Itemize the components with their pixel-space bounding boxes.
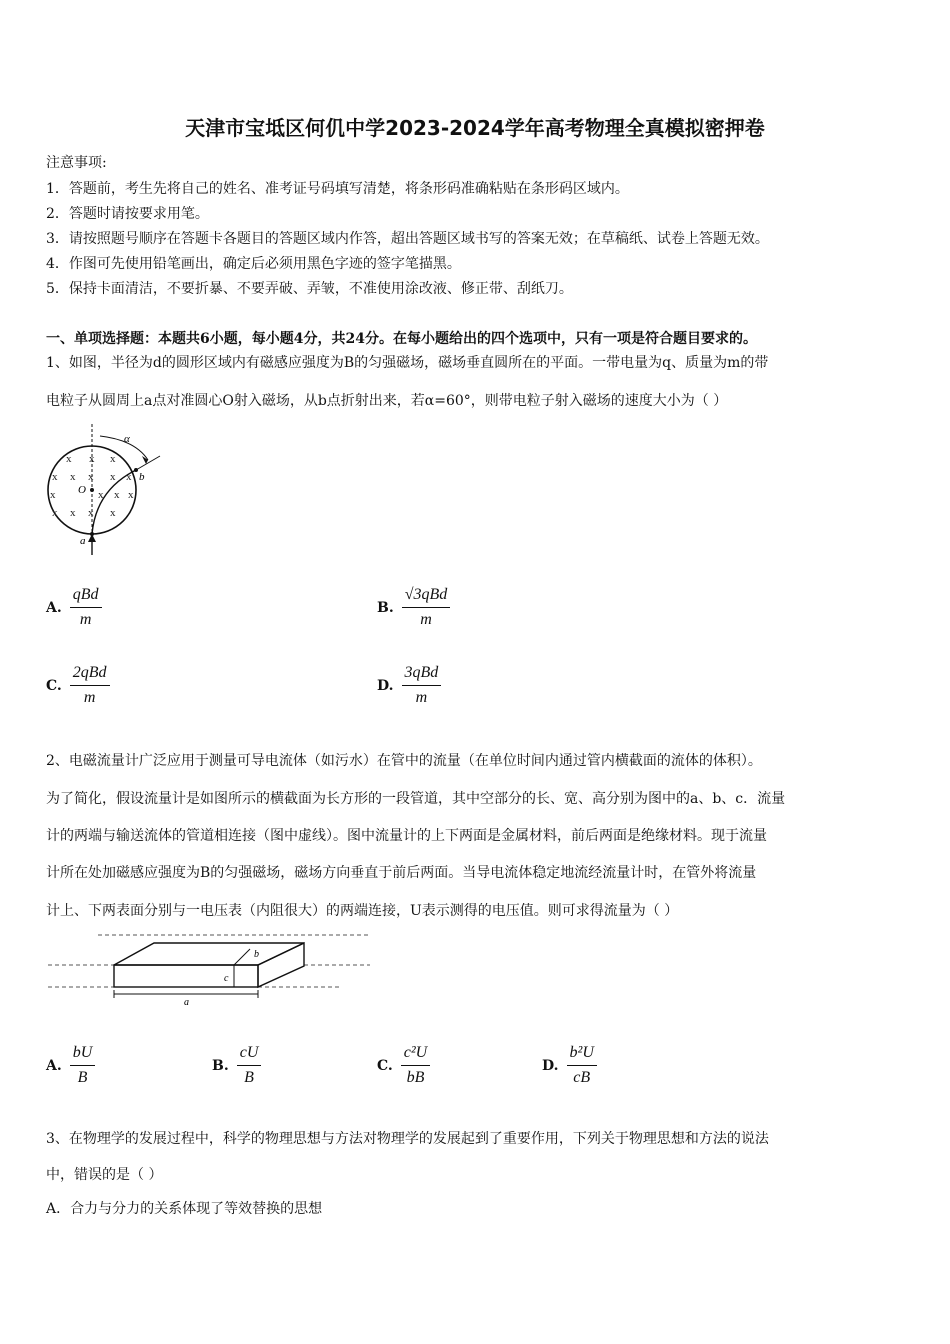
svg-text:x: x [110,471,116,483]
denominator: m [83,689,96,706]
q1-field-diagram [40,420,170,560]
svg-text:x: x [110,507,116,519]
numerator: bU [70,1044,96,1066]
q2-stem-line: 为了简化，假设流量计是如图所示的横截面为长方形的一段管道，其中空部分的长、宽、高分别为图中的a、b、c．流量 [46,791,786,807]
svg-text:x: x [126,471,132,483]
numerator: b²U [567,1044,597,1066]
svg-text:x: x [114,489,120,501]
option-fraction [401,1044,430,1087]
svg-text:x: x [70,471,76,483]
q2-option-d[interactable] [542,1044,597,1087]
numerator: √3qBd [402,586,451,608]
denominator: m [79,611,92,628]
notice-item: 4．作图可先使用铅笔画出，确定后必须用黑色字迹的签字笔描黑。 [46,256,461,272]
q2-stem-line: 计上、下两表面分别与一电压表（内阻很大）的两端连接，U表示测得的电压值。则可求得流量为（ ） [46,903,679,919]
q1-option-d[interactable] [377,664,441,707]
page-title: 天津市宝坻区何仉中学2023-2024学年高考物理全真模拟密押卷 [185,116,765,140]
dim-a-label: a [184,997,189,1008]
notice-item: 2．答题时请按要求用笔。 [46,206,209,222]
q3-stem-line2: 中，错误的是（ ） [46,1167,163,1183]
option-fraction [402,664,442,707]
option-label: B. [212,1057,229,1074]
option-label: A. [46,599,62,616]
svg-text:x: x [88,507,94,519]
option-fraction [237,1044,262,1087]
svg-text:x: x [110,453,116,465]
q2-option-a[interactable] [46,1044,95,1087]
option-label: A. [46,1057,62,1074]
q2-option-b[interactable] [212,1044,261,1087]
denominator: m [420,611,432,628]
dim-c-label: c [224,973,229,984]
option-label: D. [542,1057,559,1074]
option-fraction [70,586,102,629]
point-a-label: a [80,535,86,547]
option-label: C. [46,677,62,694]
option-label: C. [377,1057,393,1074]
denominator: bB [406,1069,425,1086]
q2-stem-line: 计所在处加磁感应强度为B的匀强磁场，磁场方向垂直于前后两面。当导电流体稳定地流经流量计时，在管外将流量 [46,865,757,881]
dim-b-label: b [254,949,259,960]
numerator: cU [237,1044,262,1066]
notice-item: 3．请按照题号顺序在答题卡各题目的答题区域内作答，超出答题区域书写的答案无效；在草稿纸、试卷上答题无效。 [46,231,769,247]
numerator: 2qBd [70,664,110,686]
option-label: D. [377,677,394,694]
q3-option-a[interactable]: A．合力与分力的关系体现了等效替换的思想 [46,1201,323,1217]
svg-text:x: x [50,489,56,501]
q2-option-c[interactable] [377,1044,430,1087]
q3-stem-line1: 3、在物理学的发展过程中，科学的物理思想与方法对物理学的发展起到了重要作用，下列关于物理思想和方法的说法 [46,1131,769,1147]
q2-stem-line: 2、电磁流量计广泛应用于测量可导电流体（如污水）在管中的流量（在单位时间内通过管内横截面的流体的体积）。 [46,753,762,769]
q1-option-a[interactable] [46,586,102,629]
svg-text:x: x [52,471,58,483]
numerator: c²U [401,1044,430,1066]
option-fraction [402,586,451,629]
svg-text:x: x [52,507,58,519]
denominator: cB [573,1069,591,1086]
q1-option-b[interactable] [377,586,450,629]
denominator: m [415,689,428,706]
notice-item: 5．保持卡面清洁，不要折暴、不要弄破、弄皱，不准使用涂改液、修正带、刮纸刀。 [46,281,573,297]
notice-item: 1．答题前，考生先将自己的姓名、准考证号码填写清楚，将条形码准确粘贴在条形码区域内。 [46,181,629,197]
svg-text:x: x [128,489,134,501]
q2-stem-line: 计的两端与输送流体的管道相连接（图中虚线）。图中流量计的上下两面是金属材料，前后两面是绝缘材料。现于流量 [46,828,767,844]
option-label: B. [377,599,394,616]
svg-text:x: x [98,489,104,501]
numerator: qBd [70,586,102,608]
svg-text:x: x [88,471,94,483]
option-fraction [70,1044,96,1087]
q1-option-c[interactable] [46,664,110,707]
notice-heading: 注意事项: [46,155,107,171]
svg-text:x: x [70,507,76,519]
q1-stem-line2: 电粒子从圆周上a点对准圆心O射入磁场，从b点折射出来，若α=60°，则带电粒子射入磁场的速度大小为（ ） [46,393,728,409]
denominator: B [244,1069,254,1086]
point-b-label: b [139,471,145,483]
svg-text:x: x [66,453,72,465]
svg-text:x: x [89,453,95,465]
section-heading: 一、单项选择题：本题共6小题，每小题4分，共24分。在每小题给出的四个选项中，只有一项是符合题目要求的。 [46,331,757,347]
q2-flowmeter-diagram [44,928,374,1008]
denominator: B [77,1069,88,1086]
option-fraction [567,1044,597,1087]
q1-stem-line1: 1、如图，半径为d的圆形区域内有磁感应强度为B的匀强磁场，磁场垂直圆所在的平面。一带电量为q、质量为m的带 [46,355,769,371]
numerator: 3qBd [402,664,442,686]
alpha-label: α [124,433,130,445]
option-fraction [70,664,110,707]
center-o-label: O [78,484,86,496]
